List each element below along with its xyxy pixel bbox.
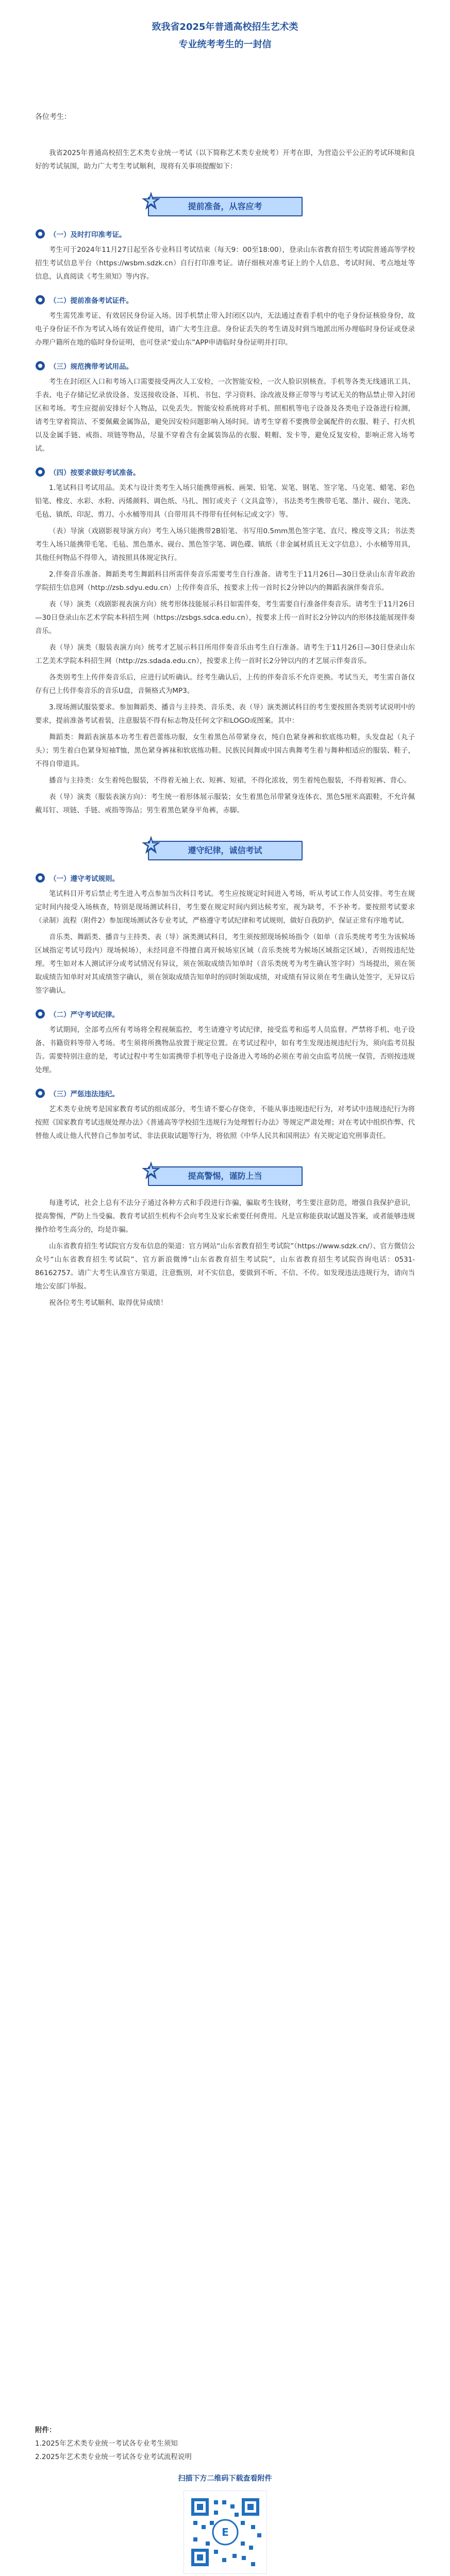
svg-text:E: E: [221, 2526, 229, 2538]
section-bullet-icon: [35, 229, 45, 239]
section: [35, 194, 415, 817]
subsection-heading: [35, 467, 415, 477]
banner-title: 遵守纪律，诚信考试: [188, 845, 262, 855]
body-paragraph: 考试期间，全部考点所有考场将全程视频监控，考生请遵守考试纪律，接受监考和巡考人员监督。严禁将手机、电子设备、书籍资料等带入考场。考生须将所携物品放置于规定位置。在考试过程中，如有考生发现违规违纪行为，须向监考员报告。需要特别注意的是，考试过程中考生如需携带手机等电子设备进入考场的必须在考前交由监考员统一保管，否则按违规处理。: [35, 1026, 415, 1074]
body-paragraph: 播音与主持类：女生着纯色服装，不得着无袖上衣、短裤、短裙，不得化浓妆，男生着纯色服装，不得着短裤、背心。: [49, 776, 411, 785]
banner-title: 提前准备，从容应考: [188, 201, 262, 211]
letter-title: [35, 0, 415, 54]
section-bullet-icon: [35, 467, 45, 477]
subsection-heading: [35, 873, 415, 883]
star-icon: [141, 1160, 161, 1181]
section-bullet-icon: [35, 873, 45, 883]
body-paragraph: 各类别考生上传伴奏音乐后，应进行试听确认。经考生确认后，上传的伴奏音乐不允许更换。考试当天，考生需自备仅存有已上传伴奏音乐的音乐U盘，音频格式为MP3。: [35, 673, 415, 695]
title-line-1: 致我省2025年普通高校招生艺术类: [152, 22, 298, 32]
banner-title: 提高警惕，谨防上当: [188, 1171, 262, 1181]
greeting: 各位考生：: [35, 113, 71, 121]
subsection-heading: [35, 1009, 415, 1019]
letter-sections: [35, 194, 415, 1310]
body-paragraph: 2.伴奏音乐准备。舞蹈类考生舞蹈科目所需伴奏音乐需要考生自行准备。请考生于11月26日—30日登录山东青年政治学院招生信息网（http://zsb.sdyu.edu.cn）上传伴奏音乐，按要求上传一首时长2分钟以内的舞蹈表演伴奏音乐。: [35, 570, 415, 592]
body-paragraph: 表（导）演类（服装表演方向）：考生统一着形体展示服装；女生着黑色吊带紧身连体衣、黑色5厘米高跟鞋，不允许佩戴耳钉、项链、手链、戒指等饰品；男生着黑色紧身平角裤，赤脚。: [35, 793, 415, 815]
section-bullet-icon: [35, 1088, 45, 1098]
body-paragraph: （表）导演（戏剧影视导演方向）考生入场只能携带2B铅笔、书写用0.5mm黑色签字笔、直尺、橡皮等文具；书法类考生入场只能携带毛笔、毛毡、黑色墨水、砚台、黑色签字笔、调色碟、镇纸（非金属材质且无文字信息）、小水桶等用具，其他任何物品不得带入，请按照具体规定执行。: [35, 527, 415, 562]
section-bullet-icon: [35, 361, 45, 371]
qr-code[interactable]: [184, 2490, 267, 2574]
subsection-heading-text: （三）规范携带考试用品。: [49, 363, 133, 371]
intro-paragraph: 我省2025年普通高校招生艺术类专业统一考试（以下简称艺术类专业统考）开考在即，为营造公平公正的考试环境和良好的考试氛围，助力广大考生考试顺利，现将有关事项提醒如下：: [35, 149, 415, 171]
body-paragraph: 舞蹈类：舞蹈表演基本功考生着芭蕾练功服，女生着黑色吊带紧身衣，纯白色紧身裤和软底练功鞋，头发盘起（丸子头）；男生着白色紧身短袖T恤，黑色紧身裤袜和软底练功鞋。民族民间舞或中国古典舞考生着与舞种相适应的服装、鞋子，不得自带道具。: [35, 733, 415, 768]
subsection-heading-text: （一）及时打印准考证。: [49, 231, 126, 239]
body-paragraph: 音乐类、舞蹈类、播音与主持类、表（导）演类测试科目，考生须按照现场候场指令（如单（音乐类统考考生为该候场区域指定考试号段内）现场候场），未经同意不得擅自离开候场室区域（音乐类统考为候场区域指定区域），否则按违纪处理。考生如对本人测试评分或考试情况有异议，须在领取成绩告知单时（音乐类统考为考生确认签字时）当场提出，须在领取成绩告知单时对其成绩签字确认，须在领取成绩告知单时的同时领取成绩，对成绩有异议须在考生确认处签字，无异议后签字确认。: [35, 933, 415, 995]
annex-item: 1.2025年艺术类专业统一考试各专业考生须知: [35, 2439, 178, 2448]
body-paragraph: 考生可于2024年11月27日起至各专业科目考试结束（每天9：00至18:00），登录山东省教育招生考试院普通高等学校招生考试信息平台（https://wsbm.sdzk.cn）自行打印准考证。请仔细核对准考证上的个人信息、考试时间、考点地址等信息，认真阅读《考生须知》等内容。: [35, 246, 415, 281]
section-bullet-icon: [35, 295, 45, 305]
section-bullet-icon: [35, 1009, 45, 1019]
annex-label: 附件：: [35, 2426, 56, 2434]
body-paragraph: 每逢考试，社会上总有不法分子通过各种方式和手段进行诈骗，骗取考生钱财，考生要注意防范，增强自我保护意识，提高警惕，严防上当受骗。教育考试招生机构不会向考生及家长索要任何费用。凡是宣称能获取试题及答案，或者能够违规操作给考生高分的，均是诈骗。: [35, 1199, 415, 1234]
section-banner: [148, 838, 303, 861]
body-paragraph: 1.笔试科目考试用品。美术与设计类考生入场只能携带画板、画架、铅笔、炭笔、钢笔、签字笔、马克笔、蜡笔、彩色铅笔、橡皮、水彩、水粉、丙烯颜料、调色纸、马扎、图钉或夹子（文具盒等），书法类考生携带毛笔、墨汁、砚台、笔洗、毛毡、镇纸、印泥、剪刀、小水桶等用具（自带用具不得带有任何标记或文字）等。: [35, 484, 415, 519]
annex-block: [35, 2424, 415, 2464]
subsection-heading-text: （二）严守考试纪律。: [49, 1011, 119, 1019]
subsection-heading: [35, 295, 415, 305]
section-banner: [148, 1163, 303, 1187]
subsection-heading: [35, 361, 415, 371]
qr-code-graphic: [184, 2491, 266, 2573]
subsection-heading-text: （三）严惩违法违纪。: [49, 1090, 119, 1098]
subsection-heading-text: （二）提前准备考试证件。: [49, 297, 133, 305]
body-paragraph: 表（导）演类（服装表演方向）统考才艺展示科目所用伴奏音乐由考生自行准备。请考生于11月26日—30日登录山东工艺美术学院本科招生网（http://zs.sdada.edu.cn），按要求上传一首时长2分钟以内的才艺展示伴奏音乐。: [35, 643, 415, 665]
annex-item: 2.2025年艺术类专业统一考试各专业考试流程说明: [35, 2453, 192, 2461]
body-paragraph: 艺术类专业统考是国家教育考试的组成部分，考生请不要心存侥幸，不能从事违规违纪行为，对考试中违规违纪行为将按照《国家教育考试违规处理办法》《普通高等学校招生违规行为处理暂行办法》等规定严肃处理；对在考试中组织作弊、代替他人或让他人代替自己参加考试、非法获取试题等行为，将依照《中华人民共和国刑法》有关规定追究刑事责任。: [35, 1105, 415, 1140]
body-paragraph: 祝各位考生考试顺利、取得优异成绩！: [49, 1299, 168, 1307]
section-banner: [148, 194, 303, 217]
subsection-heading: [35, 1088, 415, 1098]
body-paragraph: 3.现场测试服装要求。参加舞蹈类、播音与主持类、音乐类、表（导）演类测试科目的考生要按照各类别考试说明中的要求，提前准备考试着装，注意服装不得有标志物及任何文字和LOGO或图案。其中：: [35, 703, 415, 725]
body-paragraph: 山东省教育招生考试院官方发布信息的渠道：官方网站“山东省教育招生考试院”（https://www.sdzk.cn/）、官方微信公众号“山东省教育招生考试院”、官方新浪微博“山东省教育招生考试院”，山东省教育招生考试院咨询电话：0531-86162757。请广大考生认准官方渠道，注意甄别，对不实信息，要做到不听、不信、不传。如发现违法违规行为，请向当地公安部门举报。: [35, 1242, 415, 1291]
body-paragraph: 笔试科目开考后禁止考生进入考点参加当次科目考试。考生应按规定时间进入考场，听从考试工作人员安排。考生在规定时间内接受入场核查，特别是现场测试科目，考生要在规定时间内到达候考室，视为缺考，不予补考。要按照考试要求（录制）流程（附件2）参加现场测试各专业考试，严格遵守考试纪律和考试规则，做好自我防护，保证正常有序地考试。: [35, 890, 415, 925]
section: [35, 838, 415, 1143]
body-paragraph: 表（导）演类（戏剧影视表演方向）统考形体技能展示科目如需伴奏，考生需要自行准备伴奏音乐。请考生于11月26日—30日登录山东艺术学院本科招生网（https://zsbgs.sdca.edu.cn），按要求上传一首时长2分钟以内的形体技能展现伴奏音乐。: [35, 600, 415, 635]
section: [35, 1163, 415, 1310]
qr-caption: 扫描下方二维码下载查看附件: [178, 2475, 272, 2483]
star-icon: [141, 191, 161, 211]
body-paragraph: 考生在封闭区入口和考场入口需要接受两次人工安检，一次智能安检，一次人脸识别核查。手机等各类无线通讯工具、手表、电子存储记忆录放设备、发送接收设备、耳机、书包、学习资料、涂改液及修正带等与考试无关的物品禁止带入封闭区和考场。考生应提前安排好个人物品，以免丢失。智能安检系统将对手机、照相机等电子设备及各类电子设备进行检测，请考生穿着简洁、不要佩戴金属饰品，避免因安检问题影响入场时间。请考生穿着不要携带金属配件的衣服、鞋子、打火机以及金属手链、戒指、项链等物品，尽量不穿着含有金属装饰品的衣服、鞋帽、发卡等，避免反复安检，影响正常入场考试。: [35, 378, 415, 453]
subsection-heading: [35, 229, 415, 239]
subsection-heading-text: （一）遵守考试规则。: [49, 875, 119, 883]
body-paragraph: 考生需凭准考证、有效居民身份证入场。因手机禁止带入封闭区以内，无法通过查看手机中的电子身份证核验身份，故电子身份证不作为考试入场有效证件使用，请广大考生注意。身份证丢失的考生请及时到当地派出所办理临时身份证或登录办理户籍所在地的临时身份证明，也可登录“爱山东”APP申请临时身份证明并打印。: [35, 312, 415, 347]
subsection-heading-text: （四）按要求做好考试准备。: [49, 469, 140, 477]
star-icon: [141, 835, 161, 855]
title-line-2: 专业统考考生的一封信: [178, 39, 272, 50]
